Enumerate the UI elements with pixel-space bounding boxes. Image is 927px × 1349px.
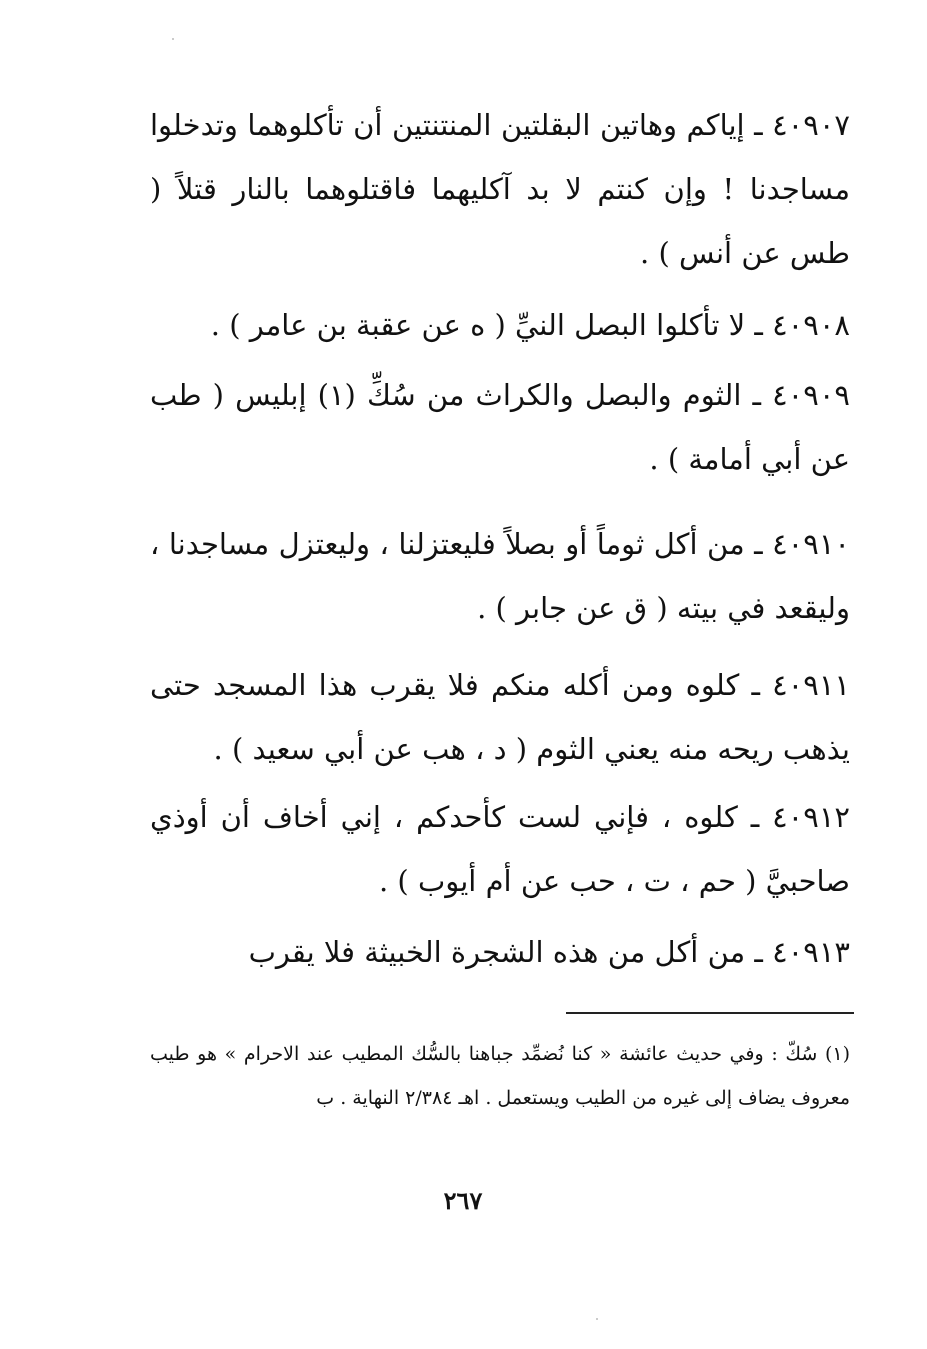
hadith-40910: ٤٠٩١٠ ـ من أكل ثوماً أو بصلاً فليعتزلنا ، وليعتزل مساجدنا ، وليقعد في بيته ( ق عن جابر ) . — [150, 527, 850, 625]
hadith-40909: ٤٠٩٠٩ ـ الثوم والبصل والكراث من سُكِّ (١) إبليس ( طب عن أبي أمامة ) . — [150, 378, 850, 476]
scan-speck — [596, 1318, 598, 1320]
scan-speck — [172, 38, 174, 40]
hadith-40908: ٤٠٩٠٨ ـ لا تأكلوا البصل النيِّ ( ه عن عقبة بن عامر ) . — [210, 308, 850, 342]
hadith-40913: ٤٠٩١٣ ـ من أكل من هذه الشجرة الخبيثة فلا يقرب — [248, 935, 850, 969]
hadith-40907: ٤٠٩٠٧ ـ إياكم وهاتين البقلتين المنتنتين أن تأكلوهما وتدخلوا مساجدنا ! وإن كنتم لا بد آكليهما فاقتلوهما بالنار قتلاً ( طس عن أنس ) . — [150, 108, 850, 270]
hadith-40912: ٤٠٩١٢ ـ كلوه ، فإني لست كأحدكم ، إني أخاف أن أوذي صاحبيَّ ( حم ، ت ، حب عن أم أيوب ) . — [150, 800, 850, 898]
hadith-40911: ٤٠٩١١ ـ كلوه ومن أكله منكم فلا يقرب هذا المسجد حتى يذهب ريحه منه يعني الثوم ( د ، هب عن أبي سعيد ) . — [150, 668, 850, 766]
footnote: (١) سُكّ : وفي حديث عائشة « كنا نُضمِّد جباهنا بالسُّك المطيب عند الاحرام » هو طيب معروف يضاف إلى غيره من الطيب ويستعمل . اهـ ٢/٣٨٤ النهاية . ب — [150, 1043, 850, 1109]
page-number: ٢٦٧ — [443, 1186, 483, 1215]
footnote-divider — [566, 1012, 854, 1014]
